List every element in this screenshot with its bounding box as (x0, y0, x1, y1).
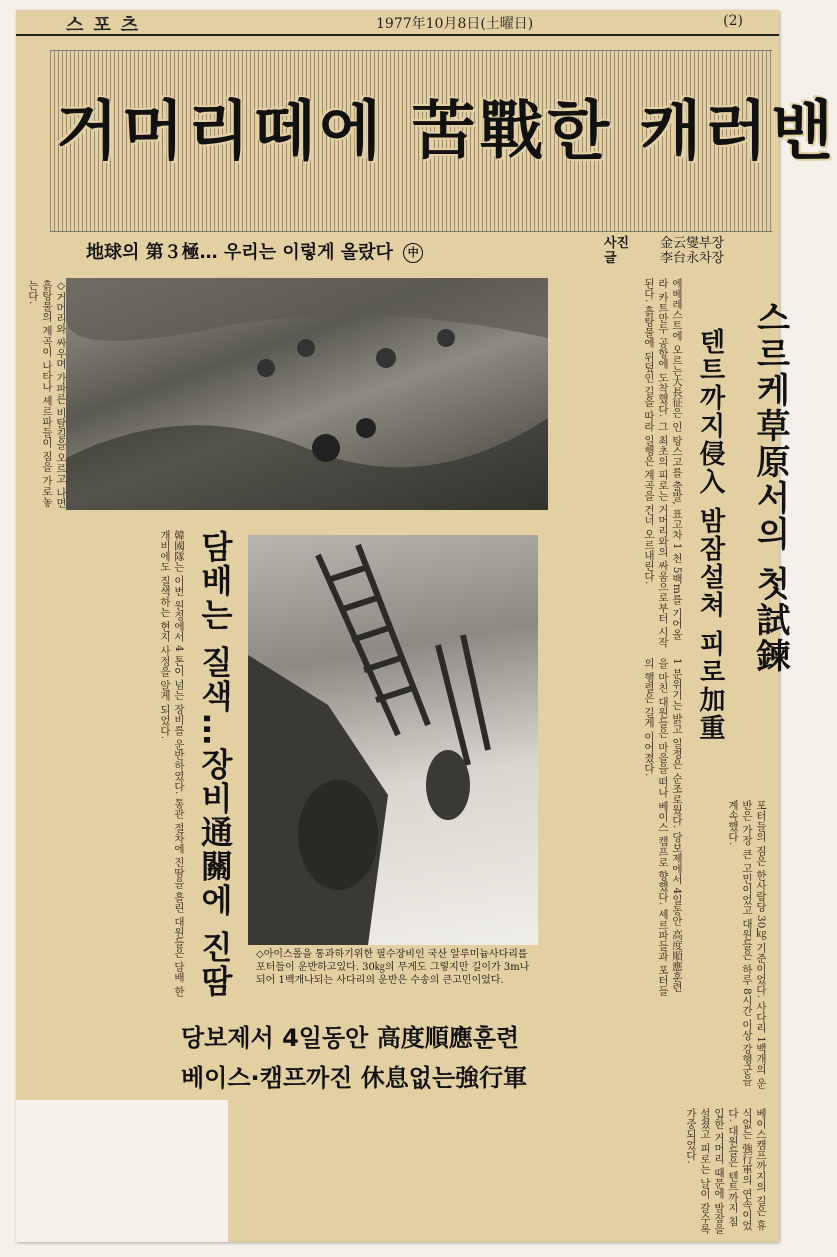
photo-porters-climbing (66, 278, 548, 510)
photo-ladder-carry (248, 535, 538, 945)
subheadline (86, 238, 423, 264)
bottom-headline-line2: 베이스·캠프까진 休息없는強行軍 (181, 1064, 528, 1092)
page-cutout (16, 1100, 228, 1242)
article-column-d: 포터들의 짐은 한사람당 30㎏ 기준이었다. 사다리 1백개의 운반은 가장 큰 고민이었고 대원들은 하루 8시간 이상 강행군을 계속했다. (727, 800, 767, 1089)
bottom-headline (181, 1018, 527, 1098)
page-number: (2) (723, 13, 743, 29)
byline (604, 236, 724, 266)
photo-credit-label: 사진 (604, 236, 630, 251)
photo1-caption: ◇거머리와 싸우며 가파른 비탈길을 오르고 나면 흙탕물의 계곡이 나타나 셰르파들이 짐을 가로놓는다. (27, 280, 67, 509)
article-column-b: 1 분위기는 밝고 일정은 순조로웠다. 당보제에서 4일동안 高度順應훈련을 마친 대원들은 마을을 떠나 베이스 캠프로 향했다. 셰르파들과 포터들의 행렬은 길게 이어졌다. (643, 658, 683, 996)
side-headline-1: 스르케草原서의 첫試鍊 (750, 300, 790, 674)
photo-credit-name: 金云燮부장 (660, 236, 725, 251)
main-headline: 거머리떼에 苦戰한 캐러밴 (56, 95, 837, 169)
newspaper-name: 스포츠 (66, 15, 149, 36)
subheadline-text: 地球의 第３極… 우리는 이렇게 올랐다 (86, 242, 393, 263)
article-column-a: 에베레스트에 오르는大長征은 인 탕스고를 출발, 표고차 1 천 5백m를 기어올라 카트만두 공항에 도착했다. 그 최초의 피로는 거머리와의 싸움으로부터 시작된다. 흙탕물에 뒤덮인 길을 따라 일행은 계곡을 건너 오르내린다. (643, 278, 683, 648)
photo2-caption: ◇아이스폴을 통과하기위한 필수장비인 국산 알루미늄사다리를 포터들이 운반하고있다. 30㎏의 무게도 그렇지만 길이가 3m나되어 1백개나되는 사다리의 운반은 수송의 큰고민이었다. (256, 949, 530, 986)
article-column-e: 베이스캠프까지의 길은 휴식없는 強行軍의 연속이었다. 대원들은 텐트까지 침입한 거머리 때문에 밤잠을 설쳤고 피로는 날이 갈수록 가중되었다. (685, 1108, 767, 1234)
text-credit-label: 글 (604, 251, 617, 266)
bottom-headline-line1: 당보제서 4일동안 高度順應훈련 (181, 1024, 520, 1052)
masthead (16, 10, 779, 36)
article-column-c: 韓國隊는 이번 원정에서 4 톤이 넘는 장비를 운반하였다. 통관 절차에 진땀을 흘린 대원들은 담배 한개비에도 질색하는 현지 사정을 알게 되었다. (159, 530, 185, 997)
photo1-shapes (66, 278, 548, 510)
issue-date: 1977年10月8日(土曜日) (376, 16, 534, 32)
text-credit-name: 李台永차장 (660, 251, 725, 266)
photo2-shapes (248, 535, 538, 945)
side-headline-3: 담배는 질색…장비通關에 진땀 (196, 530, 234, 999)
newspaper-page (16, 10, 837, 1242)
series-mark: 中 (403, 243, 423, 263)
side-headline-2: 텐트까지侵入 밤잠설쳐 피로加重 (695, 328, 725, 743)
